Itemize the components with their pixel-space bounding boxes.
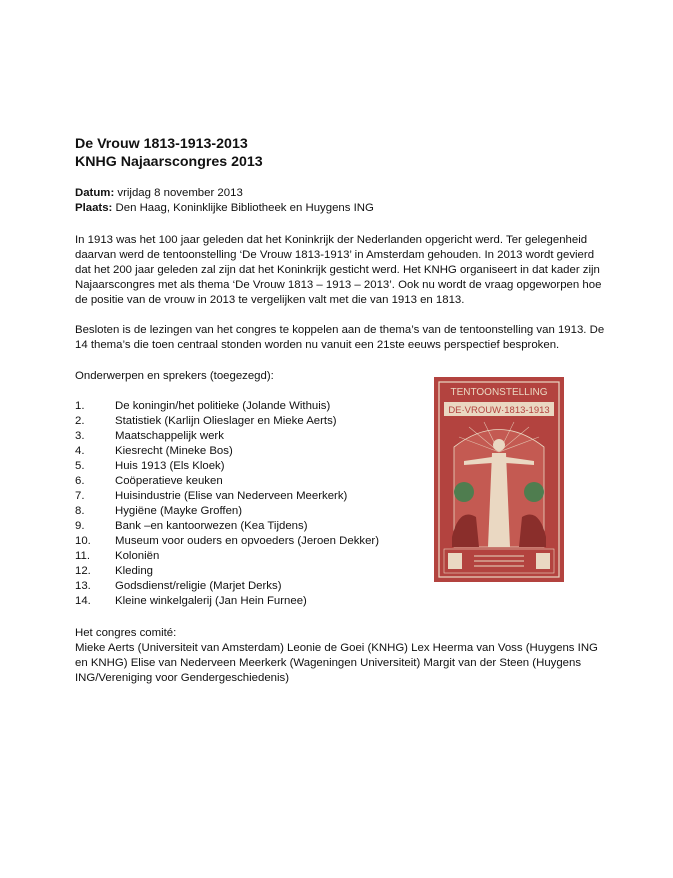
topic-item (75, 564, 425, 579)
topic-number: 5. (75, 460, 85, 472)
topic-number: 11. (75, 550, 90, 562)
topic-item (75, 594, 425, 609)
topic-text: De koningin/het politieke (Jolande Withuis) (115, 400, 331, 412)
topic-item (75, 549, 425, 564)
topic-text: Bank –en kantoorwezen (Kea Tijdens) (115, 520, 308, 532)
topic-item (75, 504, 425, 519)
topic-item (75, 489, 425, 504)
topic-text: Kleding (115, 565, 153, 577)
topic-number: 8. (75, 505, 85, 517)
topic-number: 6. (75, 475, 85, 487)
topic-item (75, 429, 425, 444)
subjects-heading: Onderwerpen en sprekers (toegezegd): (75, 370, 274, 382)
topic-number: 9. (75, 520, 85, 532)
topic-number: 7. (75, 490, 85, 502)
date-label: Datum: (75, 187, 115, 199)
themes-paragraph: Besloten is de lezingen van het congres te koppelen aan de thema’s van de tentoonstelling van 1913. De 14 thema’s die toen centraal stonden worden nu vanuit een 21ste eeuws perspectief besproken. (75, 324, 605, 351)
poster-title-line-1: TENTOONSTELLING (450, 387, 548, 398)
date-value: vrijdag 8 november 2013 (114, 187, 243, 199)
topic-item (75, 459, 425, 474)
poster-illustration (434, 377, 564, 582)
topic-number: 13. (75, 580, 91, 592)
topic-text: Museum voor ouders en opvoeders (Jeroen Dekker) (115, 535, 380, 547)
topic-text: Huisindustrie (Elise van Nederveen Meerkerk) (115, 490, 348, 502)
event-meta (75, 186, 374, 216)
topic-number: 1. (75, 400, 85, 412)
poster-tree-right (524, 482, 544, 502)
poster-figure-head (493, 439, 505, 451)
topic-number: 2. (75, 415, 85, 427)
poster-crest-right (536, 553, 550, 569)
topic-text: Koloniën (115, 550, 160, 562)
exhibition-poster-image (434, 377, 564, 582)
topic-number: 4. (75, 445, 85, 457)
poster-title-line-2: DE·VROUW·1813-1913 (448, 405, 550, 416)
topic-text: Kleine winkelgalerij (Jan Hein Furnee) (115, 595, 307, 607)
topic-item (75, 534, 425, 549)
topic-text: Godsdienst/religie (Marjet Derks) (115, 580, 282, 592)
topic-list (75, 399, 425, 609)
topic-number: 12. (75, 565, 91, 577)
title-line-2: KNHG Najaarscongres 2013 (75, 154, 263, 170)
place-label: Plaats: (75, 202, 113, 214)
topic-text: Maatschappelijk werk (115, 430, 224, 442)
topic-item (75, 444, 425, 459)
topic-text: Statistiek (Karlijn Olieslager en Mieke Aerts) (115, 415, 337, 427)
poster-tree-left (454, 482, 474, 502)
topic-text: Coöperatieve keuken (115, 475, 223, 487)
topic-item (75, 399, 425, 414)
topic-number: 3. (75, 430, 85, 442)
topic-item (75, 579, 425, 594)
topic-text: Hygiëne (Mayke Groffen) (115, 505, 243, 517)
committee-members: Mieke Aerts (Universiteit van Amsterdam) Leonie de Goei (KNHG) Lex Heerma van Voss (Huygens ING en KNHG) Elise van Nederveen Meerkerk (Wageningen Universiteit) Margit van der Steen (Huygens ING/Vereniging voor Gendergeschiedenis) (75, 642, 598, 684)
place-row (75, 201, 374, 216)
place-value: Den Haag, Koninklijke Bibliotheek en Huygens ING (112, 202, 374, 214)
document-title (75, 135, 263, 171)
topic-item (75, 519, 425, 534)
topic-text: Huis 1913 (Els Kloek) (115, 460, 225, 472)
title-line-1: De Vrouw 1813-1913-2013 (75, 136, 248, 152)
topic-item (75, 414, 425, 429)
topic-number: 10. (75, 535, 91, 547)
date-row (75, 186, 374, 201)
poster-crest-left (448, 553, 462, 569)
topic-item (75, 474, 425, 489)
committee-label: Het congres comité: (75, 627, 177, 639)
topic-number: 14. (75, 595, 91, 607)
intro-paragraph: In 1913 was het 100 jaar geleden dat het Koninkrijk der Nederlanden opgericht werd. Ter gelegenheid daarvan werd de tentoonstelling ‘De Vrouw 1813-1913’ in Amsterdam gehouden. In 2013 wordt gevierd dat het 200 jaar geleden zal zijn dat het Koninkrijk gesticht werd. Het KNHG organiseert in dat kader zijn Najaarscongres met als thema ‘De Vrouw 1813 – 1913 – 2013’. Ook nu wordt de vraag opgeworpen hoe de positie van de vrouw in 2013 te vergelijken valt met die van 1913 en 1813. (75, 234, 602, 306)
topic-text: Kiesrecht (Mineke Bos) (115, 445, 233, 457)
